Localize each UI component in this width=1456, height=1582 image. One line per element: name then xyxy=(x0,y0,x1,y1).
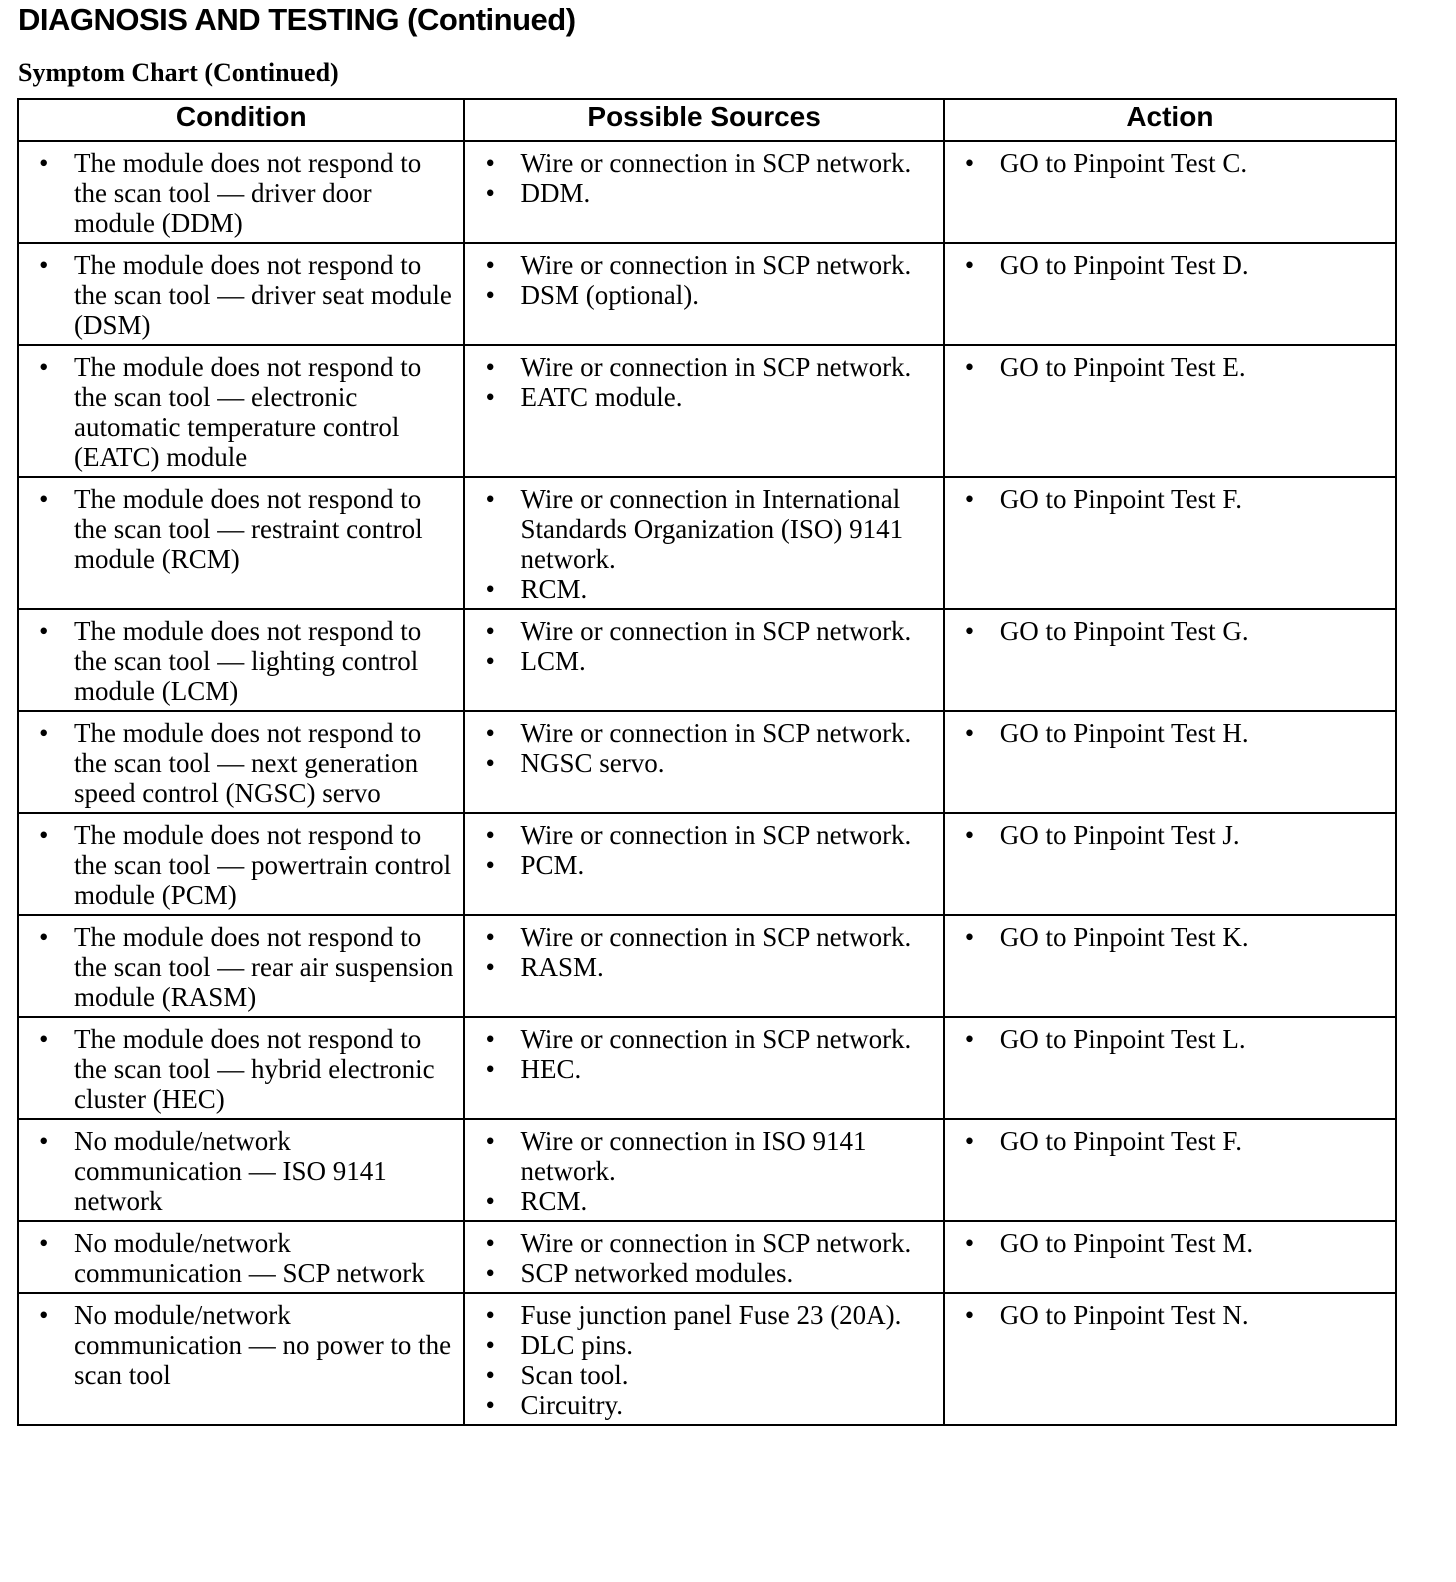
condition-cell xyxy=(18,915,464,1017)
action-cell xyxy=(944,1221,1396,1293)
bullet-list xyxy=(957,250,1387,280)
bullet-list xyxy=(477,1300,934,1420)
condition-cell xyxy=(18,1221,464,1293)
list-item: • RCM. xyxy=(477,1186,934,1216)
list-item: • DDM. xyxy=(477,178,934,208)
list-item: • GO to Pinpoint Test G. xyxy=(957,616,1387,646)
list-item: • PCM. xyxy=(477,850,934,880)
bullet-list xyxy=(957,352,1387,382)
bullet-list xyxy=(477,250,934,310)
list-item: • No module/network communication — ISO 9141 network xyxy=(31,1126,455,1216)
condition-cell xyxy=(18,1293,464,1425)
table-row xyxy=(18,711,1396,813)
list-item: • GO to Pinpoint Test F. xyxy=(957,484,1387,514)
action-cell xyxy=(944,711,1396,813)
list-item: • Wire or connection in SCP network. xyxy=(477,922,934,952)
bullet-list xyxy=(477,1126,934,1216)
bullet-list xyxy=(31,484,455,574)
bullet-list xyxy=(31,148,455,238)
possible-sources-cell xyxy=(464,813,943,915)
page-title: DIAGNOSIS AND TESTING (Continued) xyxy=(18,2,576,37)
list-item: • The module does not respond to the scan tool — driver seat module (DSM) xyxy=(31,250,455,340)
bullet-list xyxy=(31,1228,455,1288)
list-item: • Scan tool. xyxy=(477,1360,934,1390)
condition-cell xyxy=(18,1017,464,1119)
bullet-list xyxy=(957,484,1387,514)
list-item: • Wire or connection in SCP network. xyxy=(477,1228,934,1258)
list-item: • The module does not respond to the scan tool — restraint control module (RCM) xyxy=(31,484,455,574)
action-cell xyxy=(944,813,1396,915)
bullet-list xyxy=(957,1300,1387,1330)
list-item: • The module does not respond to the scan tool — rear air suspension module (RASM) xyxy=(31,922,455,1012)
list-item: • Fuse junction panel Fuse 23 (20A). xyxy=(477,1300,934,1330)
action-cell xyxy=(944,243,1396,345)
list-item: • SCP networked modules. xyxy=(477,1258,934,1288)
condition-cell xyxy=(18,813,464,915)
action-cell xyxy=(944,345,1396,477)
bullet-list xyxy=(31,352,455,472)
possible-sources-cell xyxy=(464,1221,943,1293)
table-row xyxy=(18,813,1396,915)
list-item: • GO to Pinpoint Test K. xyxy=(957,922,1387,952)
list-item: • Wire or connection in SCP network. xyxy=(477,250,934,280)
action-cell xyxy=(944,1293,1396,1425)
table-row xyxy=(18,915,1396,1017)
condition-cell xyxy=(18,477,464,609)
possible-sources-cell xyxy=(464,1293,943,1425)
condition-cell xyxy=(18,711,464,813)
possible-sources-cell xyxy=(464,345,943,477)
list-item: • Wire or connection in International Standards Organization (ISO) 9141 network. xyxy=(477,484,934,574)
action-cell xyxy=(944,1017,1396,1119)
list-item: • GO to Pinpoint Test J. xyxy=(957,820,1387,850)
list-item: • LCM. xyxy=(477,646,934,676)
list-item: • GO to Pinpoint Test L. xyxy=(957,1024,1387,1054)
action-cell xyxy=(944,1119,1396,1221)
table-row xyxy=(18,345,1396,477)
action-cell xyxy=(944,609,1396,711)
section-subtitle: Symptom Chart (Continued) xyxy=(18,58,339,87)
list-item: • GO to Pinpoint Test H. xyxy=(957,718,1387,748)
list-item: • RASM. xyxy=(477,952,934,982)
bullet-list xyxy=(31,616,455,706)
list-item: • Wire or connection in SCP network. xyxy=(477,1024,934,1054)
table-header-row xyxy=(18,99,1396,141)
list-item: • GO to Pinpoint Test F. xyxy=(957,1126,1387,1156)
possible-sources-cell xyxy=(464,1017,943,1119)
bullet-list xyxy=(957,718,1387,748)
table-row xyxy=(18,609,1396,711)
bullet-list xyxy=(957,616,1387,646)
list-item: • The module does not respond to the scan tool — driver door module (DDM) xyxy=(31,148,455,238)
condition-cell xyxy=(18,243,464,345)
table-row xyxy=(18,1119,1396,1221)
list-item: • HEC. xyxy=(477,1054,934,1084)
condition-cell xyxy=(18,609,464,711)
bullet-list xyxy=(31,922,455,1012)
bullet-list xyxy=(957,820,1387,850)
list-item: • GO to Pinpoint Test E. xyxy=(957,352,1387,382)
condition-cell xyxy=(18,345,464,477)
header-action: Action xyxy=(944,99,1396,141)
table-row xyxy=(18,1221,1396,1293)
possible-sources-cell xyxy=(464,243,943,345)
table-row xyxy=(18,243,1396,345)
action-cell xyxy=(944,477,1396,609)
table-row xyxy=(18,1017,1396,1119)
bullet-list xyxy=(477,1228,934,1288)
bullet-list xyxy=(31,1024,455,1114)
bullet-list xyxy=(31,718,455,808)
list-item: • The module does not respond to the scan tool — powertrain control module (PCM) xyxy=(31,820,455,910)
bullet-list xyxy=(957,922,1387,952)
possible-sources-cell xyxy=(464,711,943,813)
bullet-list xyxy=(477,922,934,982)
table-row xyxy=(18,141,1396,243)
possible-sources-cell xyxy=(464,915,943,1017)
bullet-list xyxy=(477,352,934,412)
table-row xyxy=(18,1293,1396,1425)
list-item: • The module does not respond to the scan tool — electronic automatic temperature control (EATC) module xyxy=(31,352,455,472)
list-item: • Wire or connection in ISO 9141 network. xyxy=(477,1126,934,1186)
bullet-list xyxy=(477,148,934,208)
list-item: • The module does not respond to the scan tool — hybrid electronic cluster (HEC) xyxy=(31,1024,455,1114)
list-item: • No module/network communication — no power to the scan tool xyxy=(31,1300,455,1390)
bullet-list xyxy=(477,718,934,778)
bullet-list xyxy=(31,1300,455,1390)
bullet-list xyxy=(957,1126,1387,1156)
list-item: • NGSC servo. xyxy=(477,748,934,778)
bullet-list xyxy=(957,1024,1387,1054)
list-item: • Wire or connection in SCP network. xyxy=(477,820,934,850)
list-item: • RCM. xyxy=(477,574,934,604)
list-item: • No module/network communication — SCP network xyxy=(31,1228,455,1288)
condition-cell xyxy=(18,1119,464,1221)
list-item: • DLC pins. xyxy=(477,1330,934,1360)
list-item: • GO to Pinpoint Test N. xyxy=(957,1300,1387,1330)
list-item: • Wire or connection in SCP network. xyxy=(477,352,934,382)
list-item: • Circuitry. xyxy=(477,1390,934,1420)
symptom-chart-table xyxy=(17,98,1397,1426)
table-row xyxy=(18,477,1396,609)
bullet-list xyxy=(477,1024,934,1084)
bullet-list xyxy=(477,820,934,880)
list-item: • Wire or connection in SCP network. xyxy=(477,148,934,178)
action-cell xyxy=(944,141,1396,243)
list-item: • GO to Pinpoint Test M. xyxy=(957,1228,1387,1258)
list-item: • The module does not respond to the scan tool — next generation speed control (NGSC) servo xyxy=(31,718,455,808)
bullet-list xyxy=(31,1126,455,1216)
condition-cell xyxy=(18,141,464,243)
header-condition: Condition xyxy=(18,99,464,141)
list-item: • GO to Pinpoint Test D. xyxy=(957,250,1387,280)
list-item: • The module does not respond to the scan tool — lighting control module (LCM) xyxy=(31,616,455,706)
action-cell xyxy=(944,915,1396,1017)
possible-sources-cell xyxy=(464,609,943,711)
header-possible-sources: Possible Sources xyxy=(464,99,943,141)
list-item: • DSM (optional). xyxy=(477,280,934,310)
bullet-list xyxy=(477,616,934,676)
list-item: • EATC module. xyxy=(477,382,934,412)
possible-sources-cell xyxy=(464,141,943,243)
bullet-list xyxy=(477,484,934,604)
list-item: • Wire or connection in SCP network. xyxy=(477,718,934,748)
bullet-list xyxy=(31,250,455,340)
list-item: • Wire or connection in SCP network. xyxy=(477,616,934,646)
bullet-list xyxy=(957,148,1387,178)
possible-sources-cell xyxy=(464,1119,943,1221)
possible-sources-cell xyxy=(464,477,943,609)
bullet-list xyxy=(957,1228,1387,1258)
bullet-list xyxy=(31,820,455,910)
list-item: • GO to Pinpoint Test C. xyxy=(957,148,1387,178)
